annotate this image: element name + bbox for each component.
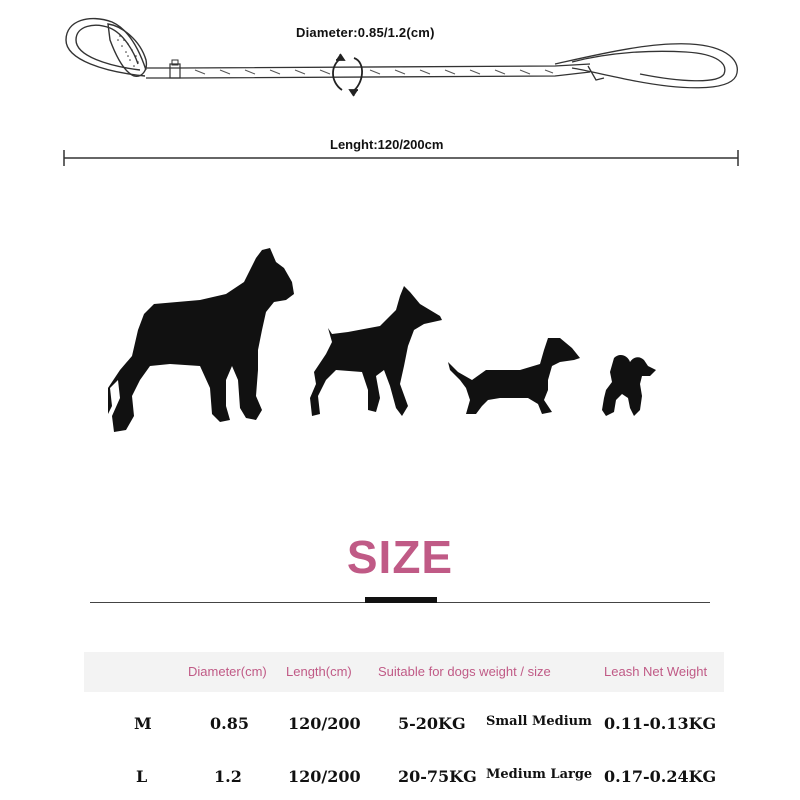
dachshund-silhouette-icon	[448, 338, 580, 414]
row-dog-size: Small Medium	[486, 714, 592, 729]
table-header-diameter: Diameter(cm)	[188, 664, 267, 679]
row-dog-size: Medium Large	[486, 767, 593, 782]
row-net-weight: 0.11-0.13KG	[604, 714, 717, 733]
row-weight: 5-20KG	[398, 714, 466, 733]
poodle-silhouette-icon	[602, 355, 656, 416]
leash-stopper	[170, 64, 180, 78]
row-size: M	[134, 714, 152, 733]
row-size: L	[136, 767, 148, 786]
row-diameter: 1.2	[214, 767, 242, 786]
doberman-silhouette-icon	[310, 286, 442, 416]
row-length: 120/200	[288, 714, 361, 733]
leash-handle-loop	[66, 19, 146, 77]
leash-end-loop	[555, 44, 737, 88]
table-header-length: Length(cm)	[286, 664, 352, 679]
length-label: Lenght:120/200cm	[326, 137, 447, 152]
dog-silhouettes	[0, 220, 800, 460]
length-dimension-line	[64, 150, 738, 166]
row-net-weight: 0.17-0.24KG	[604, 767, 717, 786]
row-weight: 20-75KG	[398, 767, 477, 786]
table-header-net-weight: Leash Net Weight	[604, 664, 708, 679]
rotation-arrow-icon	[333, 54, 362, 96]
leash-rope-reflective-stripes	[195, 70, 553, 74]
table-header-suitable-for: Suitable for dogs weight / size	[378, 664, 551, 679]
diameter-label: Diameter:0.85/1.2(cm)	[296, 25, 435, 40]
row-diameter: 0.85	[210, 714, 249, 733]
size-section-title: SIZE	[346, 531, 454, 583]
boxer-silhouette-icon	[108, 248, 294, 432]
size-divider-accent	[365, 597, 437, 603]
row-length: 120/200	[288, 767, 361, 786]
